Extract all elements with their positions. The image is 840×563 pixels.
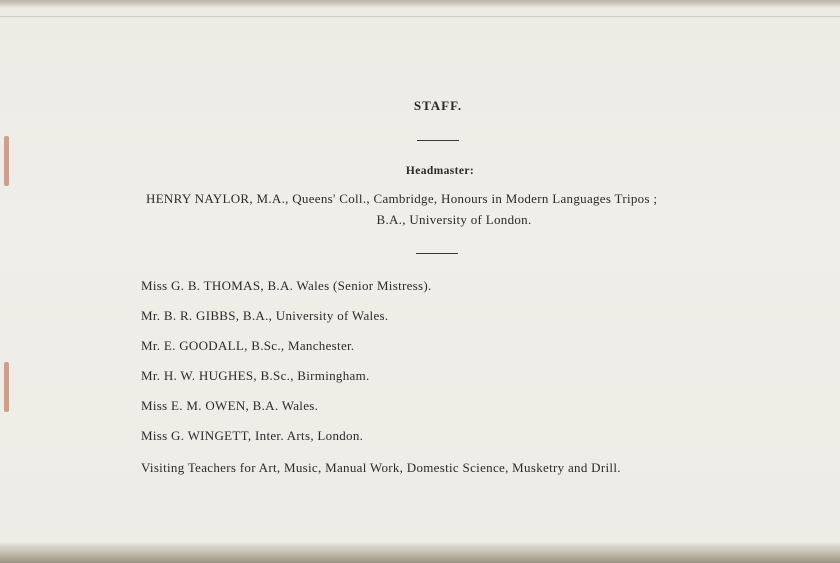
binding-stain-mark bbox=[4, 362, 9, 412]
staff-entry: Mr. H. W. HUGHES, B.Sc., Birmingham. bbox=[141, 368, 370, 383]
page-top-crease bbox=[0, 16, 840, 17]
page-bottom-edge bbox=[0, 548, 840, 563]
title-divider bbox=[417, 140, 459, 141]
page-top-edge bbox=[0, 0, 840, 8]
page-title: STAFF. bbox=[413, 98, 463, 113]
visiting-teachers-note: Visiting Teachers for Art, Music, Manual Work, Domestic Science, Musketry and Drill. bbox=[141, 460, 621, 475]
headmaster-details-line1: HENRY NAYLOR, M.A., Queens' Coll., Cambridge, Honours in Modern Languages Tripos ; bbox=[146, 191, 658, 206]
headmaster-details-line2: B.A., University of London. bbox=[376, 212, 532, 227]
staff-entry: Mr. B. R. GIBBS, B.A., University of Wales. bbox=[141, 308, 389, 323]
staff-entry: Miss G. WINGETT, Inter. Arts, London. bbox=[141, 428, 364, 443]
section-divider bbox=[416, 253, 458, 254]
staff-list bbox=[141, 278, 741, 490]
staff-entry: Mr. E. GOODALL, B.Sc., Manchester. bbox=[141, 338, 355, 353]
staff-entry: Miss G. B. THOMAS, B.A. Wales (Senior Mistress). bbox=[141, 278, 432, 293]
binding-stain-mark bbox=[4, 136, 9, 186]
staff-entry: Miss E. M. OWEN, B.A. Wales. bbox=[141, 398, 319, 413]
headmaster-heading: Headmaster: bbox=[405, 165, 475, 177]
